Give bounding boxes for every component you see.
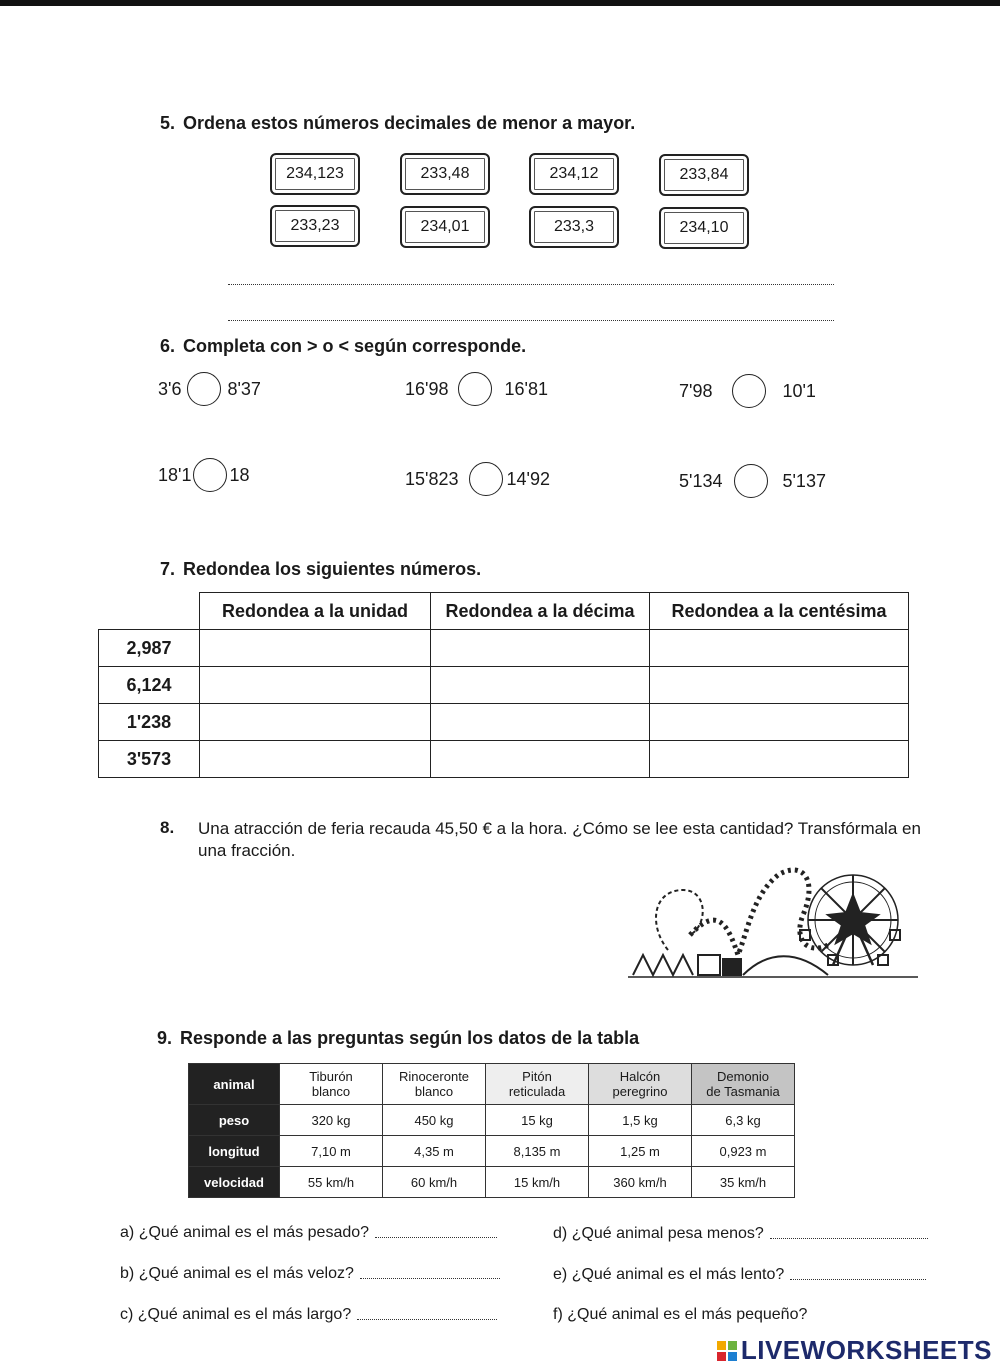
comparison-left: 15'823 [405, 468, 459, 489]
q8-text: Una atracción de feria recauda 45,50 € a la hora. ¿Cómo se lee esta cantidad? Transfórmala en una fracción. [198, 819, 921, 860]
rounding-header-unit: Redondea a la unidad [200, 593, 431, 630]
rounding-answer-cell[interactable] [431, 630, 650, 667]
q7-heading [160, 559, 481, 580]
comparison-circle[interactable] [732, 374, 766, 408]
q7-number: 7. [160, 559, 176, 579]
rounding-answer-cell[interactable] [200, 741, 431, 778]
question-text: ¿Qué animal es el más lento? [571, 1266, 785, 1283]
question-label: c) [120, 1306, 134, 1323]
decimal-box: 234,10 [659, 207, 749, 249]
q6-title: Completa con > o < según corresponde. [183, 336, 527, 356]
comparison-circle[interactable] [187, 372, 221, 406]
question-text: ¿Qué animal es el más largo? [137, 1306, 352, 1323]
animal-cell: 7,10 m [280, 1136, 383, 1167]
table-row [189, 1167, 795, 1198]
q5-number: 5. [160, 113, 176, 133]
animal-cell: 8,135 m [486, 1136, 589, 1167]
rounding-row-number: 3'573 [99, 741, 200, 778]
animal-cell: 55 km/h [280, 1167, 383, 1198]
rounding-answer-cell[interactable] [200, 630, 431, 667]
rounding-answer-cell[interactable] [431, 741, 650, 778]
animal-column-header: Pitón reticulada [486, 1064, 589, 1105]
rounding-answer-cell[interactable] [650, 667, 909, 704]
comparison-item [679, 464, 826, 498]
q5-title: Ordena estos números decimales de menor a mayor. [183, 113, 636, 133]
answer-line[interactable] [357, 1318, 497, 1320]
decimal-box: 233,23 [270, 205, 360, 247]
animal-table-corner: animal [189, 1064, 280, 1105]
rounding-table [98, 592, 909, 778]
rounding-answer-cell[interactable] [650, 704, 909, 741]
animal-column-header: Demonio de Tasmania [692, 1064, 795, 1105]
rounding-header-hundredth: Redondea a la centésima [650, 593, 909, 630]
liveworksheets-logo-icon [717, 1341, 737, 1361]
answer-line[interactable] [228, 284, 834, 285]
comparison-item [405, 462, 550, 496]
comparison-right: 5'137 [782, 470, 826, 491]
q6-heading [160, 336, 526, 357]
animal-cell: 15 kg [486, 1105, 589, 1136]
comparison-left: 7'98 [679, 380, 713, 401]
decimal-box: 234,01 [400, 206, 490, 248]
table-row [99, 741, 909, 778]
table-row [189, 1105, 795, 1136]
animal-column-header: Tiburón blanco [280, 1064, 383, 1105]
question-text: ¿Qué animal es el más veloz? [138, 1265, 354, 1282]
animal-cell: 1,25 m [589, 1136, 692, 1167]
comparison-circle[interactable] [734, 464, 768, 498]
comparison-right: 8'37 [227, 378, 261, 399]
rounding-row-number: 1'238 [99, 704, 200, 741]
animal-cell: 60 km/h [383, 1167, 486, 1198]
comparison-right: 14'92 [506, 468, 550, 489]
question-label: d) [553, 1225, 568, 1242]
rounding-answer-cell[interactable] [650, 630, 909, 667]
liveworksheets-logo [717, 1335, 992, 1366]
answer-line[interactable] [375, 1236, 497, 1238]
question-item [120, 1265, 500, 1283]
animal-cell: 450 kg [383, 1105, 486, 1136]
decimal-box: 234,12 [529, 153, 619, 195]
comparison-right: 18 [229, 464, 250, 485]
comparison-left: 3'6 [158, 378, 182, 399]
question-text: ¿Qué animal es el más pesado? [138, 1224, 370, 1241]
answer-line[interactable] [360, 1277, 500, 1279]
decimal-box: 234,123 [270, 153, 360, 195]
rounding-answer-cell[interactable] [200, 667, 431, 704]
animal-cell: 4,35 m [383, 1136, 486, 1167]
table-row [99, 704, 909, 741]
comparison-circle[interactable] [458, 372, 492, 406]
q7-title: Redondea los siguientes números. [183, 559, 482, 579]
animal-row-label: longitud [189, 1136, 280, 1167]
question-label: e) [553, 1266, 568, 1283]
comparison-left: 16'98 [405, 378, 449, 399]
question-item [553, 1306, 807, 1324]
rounding-table-corner [99, 593, 200, 630]
decimal-box: 233,84 [659, 154, 749, 196]
question-item [553, 1266, 926, 1284]
question-label: b) [120, 1265, 135, 1282]
comparison-item [158, 458, 250, 492]
table-row [99, 667, 909, 704]
q9-title: Responde a las preguntas según los datos de la tabla [180, 1028, 640, 1048]
rounding-answer-cell[interactable] [650, 741, 909, 778]
q6-number: 6. [160, 336, 176, 356]
question-item [553, 1225, 928, 1243]
comparison-item [679, 374, 816, 408]
animal-cell: 320 kg [280, 1105, 383, 1136]
liveworksheets-logo-text: LIVEWORKSHEETS [740, 1335, 992, 1365]
rounding-row-number: 6,124 [99, 667, 200, 704]
question-text: ¿Qué animal pesa menos? [571, 1225, 764, 1242]
rounding-answer-cell[interactable] [200, 704, 431, 741]
comparison-circle[interactable] [193, 458, 227, 492]
comparison-left: 18'1 [158, 464, 192, 485]
q9-heading [157, 1028, 639, 1049]
table-row [99, 630, 909, 667]
comparison-right: 16'81 [504, 378, 548, 399]
q8-number: 8. [160, 818, 175, 837]
animal-cell: 1,5 kg [589, 1105, 692, 1136]
question-item [120, 1224, 497, 1242]
comparison-right: 10'1 [782, 380, 816, 401]
decimal-box: 233,3 [529, 206, 619, 248]
animal-cell: 6,3 kg [692, 1105, 795, 1136]
answer-line[interactable] [790, 1278, 926, 1280]
table-row [189, 1136, 795, 1167]
q5-heading [160, 113, 635, 134]
comparison-circle[interactable] [469, 462, 503, 496]
animal-cell: 15 km/h [486, 1167, 589, 1198]
question-text: ¿Qué animal es el más pequeño? [567, 1306, 808, 1323]
decimal-box: 233,48 [400, 153, 490, 195]
rounding-row-number: 2,987 [99, 630, 200, 667]
question-label: a) [120, 1224, 135, 1241]
rounding-header-tenth: Redondea a la décima [431, 593, 650, 630]
fairground-illustration [628, 855, 918, 985]
comparison-item [158, 372, 261, 406]
animal-cell: 360 km/h [589, 1167, 692, 1198]
top-edge-bar [0, 0, 1000, 6]
rounding-answer-cell[interactable] [431, 667, 650, 704]
animal-column-header: Halcón peregrino [589, 1064, 692, 1105]
comparison-item [405, 372, 548, 406]
comparison-left: 5'134 [679, 470, 723, 491]
question-item [120, 1306, 497, 1324]
answer-line[interactable] [228, 320, 834, 321]
question-label: f) [553, 1306, 563, 1323]
animal-column-header: Rinoceronte blanco [383, 1064, 486, 1105]
animal-cell: 35 km/h [692, 1167, 795, 1198]
rounding-answer-cell[interactable] [431, 704, 650, 741]
answer-line[interactable] [770, 1237, 928, 1239]
q9-number: 9. [157, 1028, 173, 1048]
animal-row-label: velocidad [189, 1167, 280, 1198]
animal-row-label: peso [189, 1105, 280, 1136]
animal-cell: 0,923 m [692, 1136, 795, 1167]
animal-data-table [188, 1063, 795, 1198]
